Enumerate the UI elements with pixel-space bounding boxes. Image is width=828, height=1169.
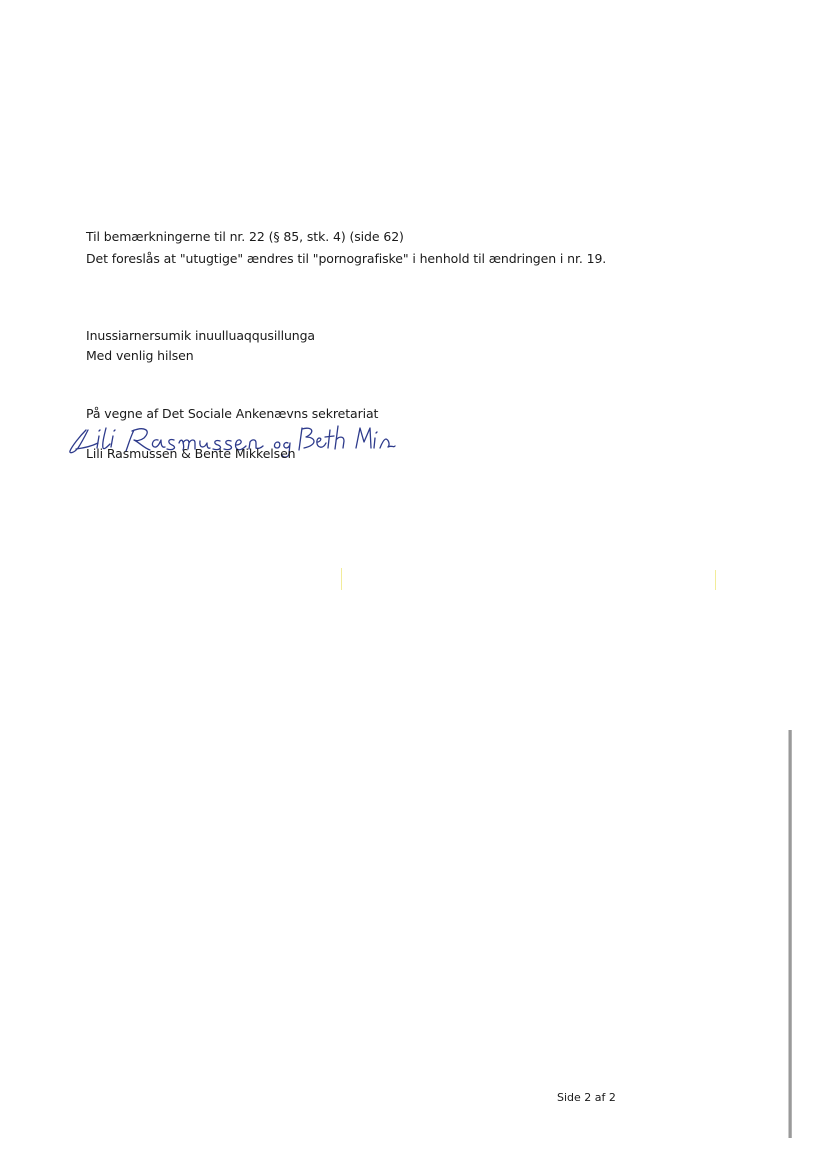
- signatory-names: Lili Rasmussen & Bente Mikkelsen: [86, 446, 296, 461]
- remark-proposal: Det foreslås at "utugtige" ændres til "pornografiske" i henhold til ændringen i nr. 19.: [86, 251, 607, 266]
- scan-mark: [341, 568, 342, 590]
- greeting-danish: Med venlig hilsen: [86, 348, 194, 363]
- on-behalf-of: På vegne af Det Sociale Ankenævns sekretariat: [86, 406, 379, 421]
- page-number: Side 2 af 2: [557, 1091, 616, 1104]
- remark-reference: Til bemærkningerne til nr. 22 (§ 85, stk. 4) (side 62): [86, 229, 404, 244]
- scan-edge-shadow: [788, 730, 792, 1138]
- scan-mark: [715, 570, 716, 590]
- greeting-greenlandic: Inussiarnersumik inuulluaqqusillunga: [86, 328, 315, 343]
